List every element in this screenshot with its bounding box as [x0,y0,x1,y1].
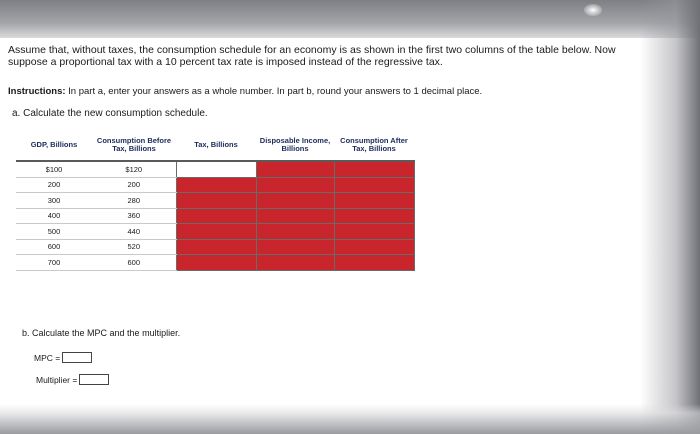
tax-input-cell[interactable] [176,239,256,255]
tax-input-cell[interactable] [176,255,256,271]
tax-input[interactable] [177,209,256,224]
consumption-after-tax-input[interactable] [335,240,414,255]
tax-input[interactable] [177,224,256,239]
consumption-before-cell: 360 [92,208,176,224]
instructions-text: In part a, enter your answers as a whole number. In part b, round your answers to 1 decimal place. [65,86,483,97]
consumption-after-tax-input[interactable] [335,255,414,270]
tax-input[interactable] [177,240,256,255]
consumption-after-tax-input[interactable] [335,224,414,239]
gdp-cell: 400 [16,208,92,224]
table-row [16,161,414,177]
tax-input[interactable] [177,178,256,193]
tax-input-cell[interactable] [176,224,256,240]
table-row [16,224,414,240]
disposable-income-input[interactable] [257,209,334,224]
part-a-prompt: a. Calculate the new consumption schedule. [12,108,208,119]
table-row [16,239,414,255]
tax-input-cell[interactable] [176,193,256,209]
consumption-before-cell: 280 [92,193,176,209]
intro-line-2: suppose a proportional tax with a 10 percent tax rate is imposed instead of the regressive tax. [8,56,443,68]
disposable-income-input-cell[interactable] [256,161,334,177]
disposable-income-input[interactable] [257,240,334,255]
photo-shadow-bottom [0,404,700,434]
consumption-after-tax-input-cell[interactable] [334,208,414,224]
disposable-income-input-cell[interactable] [256,193,334,209]
gdp-cell: 200 [16,177,92,193]
instructions-label: Instructions: [8,86,66,97]
header-tax: Tax, Billions [176,130,256,161]
part-b-prompt: b. Calculate the MPC and the multiplier. [22,328,181,338]
table-row [16,193,414,209]
consumption-schedule-table [16,130,415,271]
consumption-after-tax-input[interactable] [335,162,414,177]
gdp-cell: 700 [16,255,92,271]
disposable-income-input-cell[interactable] [256,208,334,224]
tax-input-cell[interactable] [176,161,256,177]
gdp-cell: 300 [16,193,92,209]
disposable-income-input-cell[interactable] [256,224,334,240]
consumption-after-tax-input-cell[interactable] [334,161,414,177]
disposable-income-input-cell[interactable] [256,177,334,193]
consumption-after-tax-input[interactable] [335,193,414,208]
table-row [16,255,414,271]
disposable-income-input[interactable] [257,193,334,208]
gdp-cell: 500 [16,224,92,240]
tax-input-cell[interactable] [176,177,256,193]
consumption-after-tax-input-cell[interactable] [334,193,414,209]
gdp-cell: $100 [16,161,92,177]
consumption-after-tax-input-cell[interactable] [334,224,414,240]
table-header-row [16,130,414,161]
table-row [16,177,414,193]
multiplier-label: Multiplier = [36,374,78,385]
multiplier-answer-line [36,374,109,385]
photo-shadow-right [640,0,700,434]
consumption-before-cell: $120 [92,161,176,177]
disposable-income-input[interactable] [257,224,334,239]
disposable-income-input[interactable] [257,178,334,193]
consumption-after-tax-input-cell[interactable] [334,177,414,193]
consumption-after-tax-input[interactable] [335,178,414,193]
tax-input[interactable] [177,193,256,208]
consumption-after-tax-input-cell[interactable] [334,255,414,271]
mpc-input[interactable] [62,352,92,363]
disposable-income-input-cell[interactable] [256,239,334,255]
instructions [8,86,668,98]
disposable-income-input[interactable] [257,255,334,270]
consumption-before-cell: 520 [92,239,176,255]
header-gdp: GDP, Billions [16,130,92,161]
gdp-cell: 600 [16,239,92,255]
header-consumption-after-tax: Consumption After Tax, Billions [334,130,414,161]
consumption-after-tax-input[interactable] [335,209,414,224]
disposable-income-input-cell[interactable] [256,255,334,271]
tax-input[interactable] [177,162,256,177]
mpc-label: MPC = [34,352,61,363]
disposable-income-input[interactable] [257,162,334,177]
table-row [16,208,414,224]
photo-glare [584,4,602,16]
consumption-after-tax-input-cell[interactable] [334,239,414,255]
consumption-before-cell: 200 [92,177,176,193]
multiplier-input[interactable] [79,374,109,385]
header-disposable-income: Disposable Income, Billions [256,130,334,161]
consumption-before-cell: 600 [92,255,176,271]
consumption-before-cell: 440 [92,224,176,240]
mpc-answer-line [34,352,92,363]
problem-intro [8,44,668,68]
intro-line-1: Assume that, without taxes, the consumption schedule for an economy is as shown in the first two columns of the table below. Now [8,44,616,56]
tax-input[interactable] [177,255,256,270]
tax-input-cell[interactable] [176,208,256,224]
header-consumption-before-tax: Consumption Before Tax, Billions [92,130,176,161]
